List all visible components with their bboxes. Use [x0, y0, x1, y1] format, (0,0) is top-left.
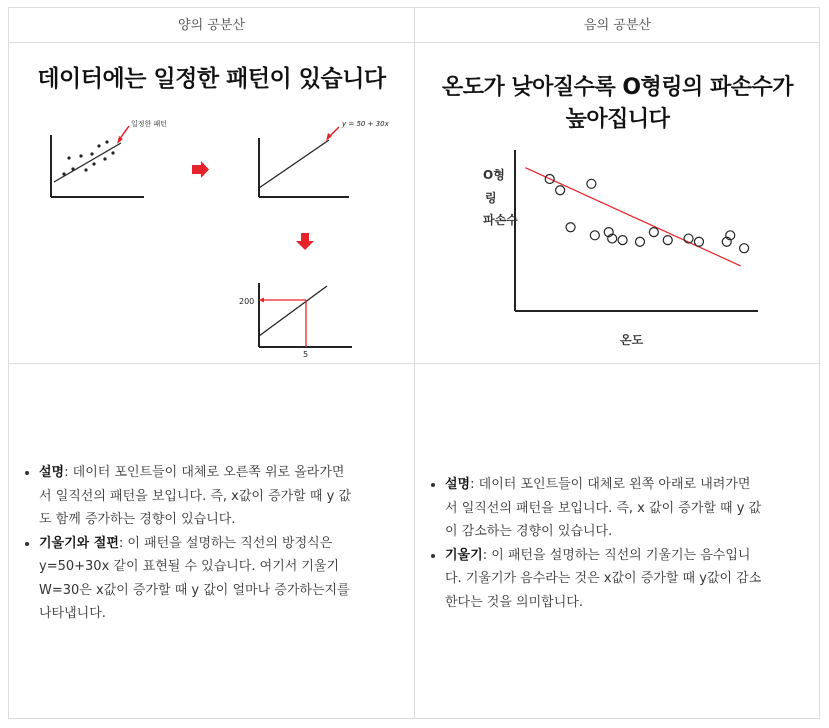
list-text: 다. 기울기가 음수라는 것은 x값이 증가할 때 y값이 감소: [445, 571, 762, 586]
list-item: • 설명: 데이터 포인트들이 대체로 왼쪽 아래로 내려가면 서 일직선의 패턴을 보입니다. 즉, x 값이 증가할 때 y 값 이 감소하는 경향이 있습니다.: [445, 473, 821, 544]
item-label: 기울기와 절편: [39, 535, 119, 551]
positive-description-list: [15, 461, 415, 626]
negative-pattern-title-line2: 높아집니다: [565, 107, 670, 132]
list-text: 서 일직선의 패턴을 보입니다. 즉, x값이 증가할 때 y 값: [39, 488, 352, 504]
header-negative-covariance: 음의 공분산: [584, 18, 651, 33]
item-label: 설명: [445, 477, 471, 492]
list-item: • 기울기: 이 패턴을 설명하는 직선의 기울기는 음수입니 다. 기울기가 음수라는 것은 x값이 증가할 때 y값이 감소 한다는 것을 의미합니다.: [445, 544, 821, 615]
data-point: [590, 231, 599, 240]
list-item: • 기울기와 절편: 이 패턴을 설명하는 직선의 방정식은 y=50+30x 같이 표현될 수 있습니다. 여기서 기울기 W=30은 x값이 증가할 때 y 값이 얼마나 증가하는지를 나타냅니다.: [39, 532, 415, 626]
data-point: [556, 186, 565, 195]
data-point: [694, 237, 703, 246]
x-value-tick: 5: [303, 350, 309, 358]
trend-line: [525, 168, 740, 266]
list-text: 서 일직선의 패턴을 보입니다. 즉, x 값이 증가할 때 y 값: [445, 500, 762, 516]
list-text: 한다는 것을 의미합니다.: [445, 594, 583, 610]
x-axis-label: 온도: [620, 333, 644, 347]
list-text: 나타냅니다.: [39, 606, 106, 621]
negative-description-list: [421, 473, 821, 614]
comparison-table: [8, 7, 820, 719]
positive-pattern-title: 데이터에는 일정한 패턴이 있습니다: [37, 66, 386, 92]
data-point: [566, 223, 575, 232]
header-divider: [9, 42, 819, 43]
y-axis-label-2: 링: [485, 191, 497, 205]
list-text: W=30은 x값이 증가할 때 y 값이 얼마나 증가하는지를: [39, 582, 350, 598]
y-axis-label-1: O형: [483, 168, 505, 182]
list-text: y=50+30x 같이 표현될 수 있습니다. 여기서 기울기: [39, 559, 340, 574]
item-label: 기울기: [445, 547, 483, 563]
equation-label: y = 50 + 30x: [342, 120, 389, 128]
right-arrow-icon: [192, 161, 209, 178]
data-point: [587, 179, 596, 188]
data-point: [663, 236, 672, 245]
item-label: 설명: [39, 465, 65, 480]
list-text: 이 패턴을 설명하는 직선의 방정식은: [127, 535, 333, 551]
positive-pattern-figure: [9, 98, 414, 358]
negative-pattern-title-line1: 온도가 낮아질수록 O형링의 파손수가: [442, 75, 793, 100]
down-arrow-icon: [296, 233, 314, 250]
line-sketch: [259, 127, 349, 197]
data-point: [740, 244, 749, 253]
list-text: 이 패턴을 설명하는 직선의 기울기는 음수입니: [491, 547, 751, 563]
list-text: 도 함께 증가하는 경향이 있습니다.: [39, 512, 236, 527]
data-point: [635, 237, 644, 246]
data-point: [649, 228, 658, 237]
list-text: 이 감소하는 경향이 있습니다.: [445, 524, 613, 539]
y-value-tick: 200: [239, 297, 255, 306]
oring-scatter-chart: [415, 138, 820, 358]
y-axis-label-3: 파손수: [483, 213, 518, 227]
data-point: [618, 236, 627, 245]
scatter-sketch: [51, 126, 144, 197]
row-divider: [9, 363, 819, 364]
header-positive-covariance: 양의 공분산: [178, 18, 245, 33]
list-item: • 설명: 데이터 포인트들이 대체로 오른쪽 위로 올라가면 서 일직선의 패턴을 보입니다. 즉, x값이 증가할 때 y 값 도 함께 증가하는 경향이 있습니다.: [39, 461, 415, 532]
pattern-annotation-label: 일정한 패턴: [131, 120, 168, 128]
negative-pattern-title: [415, 72, 820, 136]
regression-sketch: [259, 283, 352, 347]
list-text: 데이터 포인트들이 대체로 오른쪽 위로 올라가면: [72, 465, 345, 480]
list-text: 데이터 포인트들이 대체로 왼쪽 아래로 내려가면: [478, 477, 751, 492]
